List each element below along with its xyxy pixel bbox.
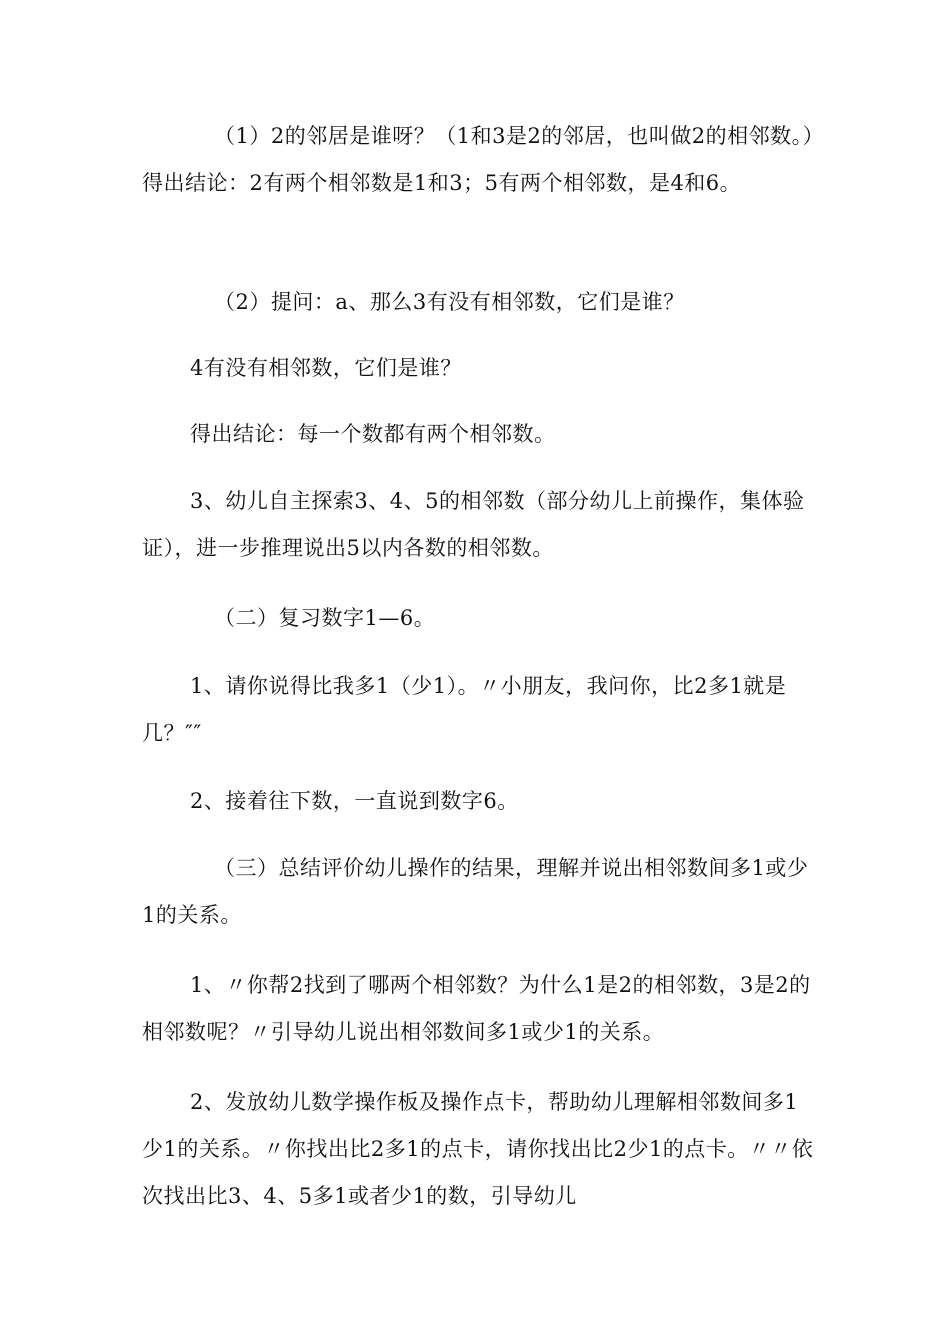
paragraph-dot-cards: 2、发放幼儿数学操作板及操作点卡，帮助幼儿理解相邻数间多1少1的关系。〃你找出比2多1的点卡，请你找出比2少1的点卡。〃〃依次找出比3、4、5多1或者少1的数，引导幼儿 bbox=[142, 1090, 814, 1208]
paragraph-find-neighbors: 1、〃你帮2找到了哪两个相邻数？为什么1是2的相邻数，3是2的相邻数呢？〃引导幼儿说出相邻数间多1或少1的关系。 bbox=[142, 973, 811, 1044]
section-heading-review: （二）复习数字1—6。 bbox=[214, 606, 436, 630]
paragraph-explore: 3、幼儿自主探索3、4、5的相邻数（部分幼儿上前操作，集体验证），进一步推理说出5以内各数的相邻数。 bbox=[142, 489, 805, 560]
section-heading-summary: （三）总结评价幼儿操作的结果，理解并说出相邻数间多1或少1的关系。 bbox=[142, 856, 809, 927]
paragraph-question-3: （2）提问：a、那么3有没有相邻数，它们是谁？ bbox=[214, 290, 685, 314]
paragraph-neighbors-of-2: （1）2的邻居是谁呀？（1和3是2的邻居，也叫做2的相邻数。）得出结论：2有两个相邻数是1和3；5有两个相邻数，是4和6。 bbox=[142, 124, 814, 195]
paragraph-question-4: 4有没有相邻数，它们是谁？ bbox=[190, 356, 462, 380]
paragraph-count-on: 2、接着往下数，一直说到数字6。 bbox=[190, 789, 519, 813]
paragraph-more-less: 1、请你说得比我多1（少1）。〃小朋友，我问你，比2多1就是几？″″ bbox=[142, 674, 787, 745]
paragraph-conclusion: 得出结论：每一个数都有两个相邻数。 bbox=[190, 422, 556, 446]
